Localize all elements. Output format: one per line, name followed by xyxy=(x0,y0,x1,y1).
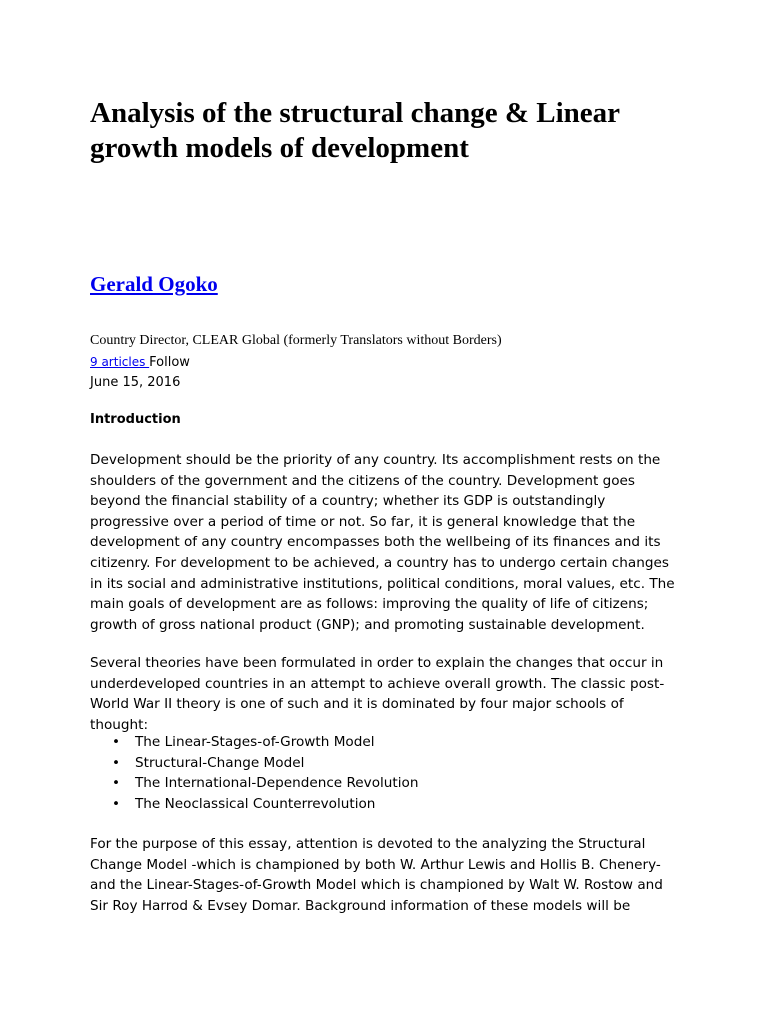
article-meta xyxy=(90,352,190,393)
list-item: • Structural-Change Model xyxy=(135,753,418,774)
list-item: • The Neoclassical Counterrevolution xyxy=(135,794,418,815)
section-heading: Introduction xyxy=(90,412,181,427)
article-title: Analysis of the structural change & Linear growth models of development xyxy=(90,97,620,164)
list-item: • The Linear-Stages-of-Growth Model xyxy=(135,732,418,753)
bullet-icon: • xyxy=(112,734,121,750)
bullet-icon: • xyxy=(112,795,121,812)
articles-count-link[interactable]: 9 articles xyxy=(90,355,150,369)
author-link[interactable]: Gerald Ogoko xyxy=(90,272,218,296)
paragraph: Several theories have been formulated in order to explain the changes that occur in underdeveloped countries in an attempt to achieve overall growth. The classic post-World War II theory is one of such and it is dominated by four major schools of thought: xyxy=(90,655,665,733)
paragraph: Development should be the priority of any country. Its accomplishment rests on the shoulders of the government and the citizens of the country. Development goes beyond the financial stability of a country; whether its GDP is outstandingly progressive over a period of time or not. So far, it is general knowledge that the development of any country encompasses both the wellbeing of its finances and its citizenry. For development to be achieved, a country has to undergo certain changes in its social and administrative institutions, political conditions, moral values, etc. The main goals of development are as follows: improving the quality of life of citizens; growth of gross national product (GNP); and promoting sustainable development. xyxy=(90,452,675,633)
paragraph: For the purpose of this essay, attention is devoted to the analyzing the Structural Change Model -which is championed by both W. Arthur Lewis and Hollis B. Chenery- and the Linear-Stages-of-Growth Model which is championed by Walt W. Rostow and Sir Roy Harrod & Evsey Domar. Background information of these models will be xyxy=(90,836,663,914)
author-role: Country Director, CLEAR Global (formerly Translators without Borders) xyxy=(90,333,502,348)
bullet-icon: • xyxy=(112,775,121,792)
articles-follow-row xyxy=(90,352,190,373)
publish-date: June 15, 2016 xyxy=(90,375,181,390)
schools-of-thought-list xyxy=(90,732,418,814)
bullet-icon: • xyxy=(112,754,121,771)
follow-button[interactable]: Follow xyxy=(149,355,190,370)
list-item: • The International-Dependence Revolution xyxy=(135,773,418,794)
